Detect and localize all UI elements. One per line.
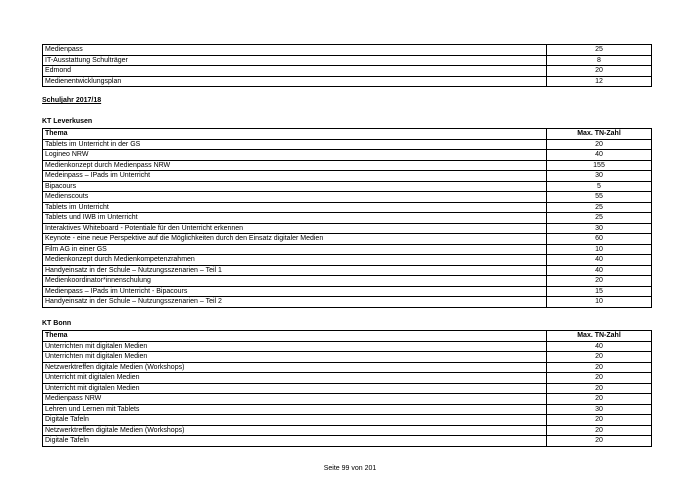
cell-max-tn-zahl: 12 <box>547 76 652 87</box>
cell-max-tn-zahl: 20 <box>547 383 652 394</box>
header-thema: Thema <box>43 331 547 342</box>
schuljahr-heading: Schuljahr 2017/18 <box>42 97 102 104</box>
table-row <box>43 394 652 405</box>
cell-max-tn-zahl: 20 <box>547 276 652 287</box>
table-row <box>43 404 652 415</box>
cell-max-tn-zahl: 40 <box>547 341 652 352</box>
header-max: Max. TN-Zahl <box>547 129 652 140</box>
leverkusen-table <box>42 128 652 308</box>
cell-max-tn-zahl: 155 <box>547 160 652 171</box>
header-thema: Thema <box>43 129 547 140</box>
cell-thema: Netzwerktreffen digitale Medien (Workshops) <box>43 362 547 373</box>
cell-thema: Handyeinsatz in der Schule – Nutzungsszenarien – Teil 2 <box>43 297 547 308</box>
cell-max-tn-zahl: 5 <box>547 181 652 192</box>
cell-thema: Unterrichten mit digitalen Medien <box>43 341 547 352</box>
cell-thema: Tablets im Unterricht <box>43 202 547 213</box>
cell-thema: Unterricht mit digitalen Medien <box>43 383 547 394</box>
cell-thema: Handyeinsatz in der Schule – Nutzungsszenarien – Teil 1 <box>43 265 547 276</box>
cell-max-tn-zahl: 30 <box>547 171 652 182</box>
cell-thema: Medienscouts <box>43 192 547 203</box>
table-row <box>43 150 652 161</box>
table-row <box>43 286 652 297</box>
table-row <box>43 255 652 266</box>
table-row <box>43 362 652 373</box>
cell-max-tn-zahl: 40 <box>547 265 652 276</box>
cell-max-tn-zahl: 40 <box>547 255 652 266</box>
table-row <box>43 76 652 87</box>
cell-max-tn-zahl: 20 <box>547 66 652 77</box>
table-row <box>43 45 652 56</box>
table-row <box>43 202 652 213</box>
cell-max-tn-zahl: 25 <box>547 213 652 224</box>
table-row <box>43 213 652 224</box>
top-table <box>42 44 652 87</box>
table-row <box>43 234 652 245</box>
cell-max-tn-zahl: 15 <box>547 286 652 297</box>
cell-thema: IT-Ausstattung Schulträger <box>43 55 547 66</box>
leverkusen-heading: KT Leverkusen <box>42 118 93 125</box>
table-row <box>43 139 652 150</box>
cell-max-tn-zahl: 20 <box>547 394 652 405</box>
cell-thema: Film AG in einer GS <box>43 244 547 255</box>
table-row <box>43 265 652 276</box>
cell-thema: Interaktives Whiteboard - Potentiale für den Unterricht erkennen <box>43 223 547 234</box>
cell-max-tn-zahl: 20 <box>547 352 652 363</box>
table-row <box>43 415 652 426</box>
cell-thema: Tablets und IWB im Unterricht <box>43 213 547 224</box>
cell-thema: Unterricht mit digitalen Medien <box>43 373 547 384</box>
cell-max-tn-zahl: 60 <box>547 234 652 245</box>
cell-max-tn-zahl: 55 <box>547 192 652 203</box>
cell-max-tn-zahl: 40 <box>547 150 652 161</box>
bonn-heading: KT Bonn <box>42 320 72 327</box>
cell-max-tn-zahl: 20 <box>547 362 652 373</box>
cell-max-tn-zahl: 25 <box>547 202 652 213</box>
table-row <box>43 181 652 192</box>
cell-max-tn-zahl: 20 <box>547 373 652 384</box>
table-row <box>43 66 652 77</box>
cell-thema: Medeinpass – IPads im Unterricht <box>43 171 547 182</box>
cell-thema: Lehren und Lernen mit Tablets <box>43 404 547 415</box>
table-row <box>43 373 652 384</box>
table-row <box>43 383 652 394</box>
table-header-row <box>43 129 652 140</box>
header-max: Max. TN-Zahl <box>547 331 652 342</box>
cell-max-tn-zahl: 20 <box>547 425 652 436</box>
cell-thema: Medienpass <box>43 45 547 56</box>
cell-thema: Logineo NRW <box>43 150 547 161</box>
cell-thema: Keynote - eine neue Perspektive auf die Möglichkeiten durch den Einsatz digitaler Medien <box>43 234 547 245</box>
cell-max-tn-zahl: 30 <box>547 404 652 415</box>
cell-max-tn-zahl: 8 <box>547 55 652 66</box>
cell-thema: Medienkonzept durch Medienkompetenzrahmen <box>43 255 547 266</box>
cell-thema: Medienpass NRW <box>43 394 547 405</box>
cell-thema: Medienentwicklungsplan <box>43 76 547 87</box>
table-row <box>43 244 652 255</box>
cell-thema: Digitale Tafeln <box>43 415 547 426</box>
cell-max-tn-zahl: 30 <box>547 223 652 234</box>
cell-thema: Medienpass – IPads im Unterricht - Bipacours <box>43 286 547 297</box>
table-row <box>43 436 652 447</box>
cell-thema: Tablets im Unterricht in der GS <box>43 139 547 150</box>
cell-max-tn-zahl: 25 <box>547 45 652 56</box>
table-row <box>43 160 652 171</box>
cell-thema: Netzwerktreffen digitale Medien (Workshops) <box>43 425 547 436</box>
cell-thema: Medienkoordinator*innenschulung <box>43 276 547 287</box>
table-row <box>43 171 652 182</box>
table-row <box>43 192 652 203</box>
cell-thema: Bipacours <box>43 181 547 192</box>
bonn-table <box>42 330 652 447</box>
table-row <box>43 352 652 363</box>
table-row <box>43 341 652 352</box>
cell-max-tn-zahl: 10 <box>547 244 652 255</box>
table-row <box>43 223 652 234</box>
table-header-row <box>43 331 652 342</box>
table-row <box>43 276 652 287</box>
cell-max-tn-zahl: 20 <box>547 436 652 447</box>
cell-thema: Digitale Tafeln <box>43 436 547 447</box>
cell-thema: Medienkonzept durch Medienpass NRW <box>43 160 547 171</box>
table-row <box>43 425 652 436</box>
cell-max-tn-zahl: 10 <box>547 297 652 308</box>
cell-max-tn-zahl: 20 <box>547 415 652 426</box>
cell-thema: Edmond <box>43 66 547 77</box>
cell-thema: Unterrichten mit digitalen Medien <box>43 352 547 363</box>
table-row <box>43 55 652 66</box>
table-row <box>43 297 652 308</box>
page-footer: Seite 99 von 201 <box>323 465 377 472</box>
cell-max-tn-zahl: 20 <box>547 139 652 150</box>
